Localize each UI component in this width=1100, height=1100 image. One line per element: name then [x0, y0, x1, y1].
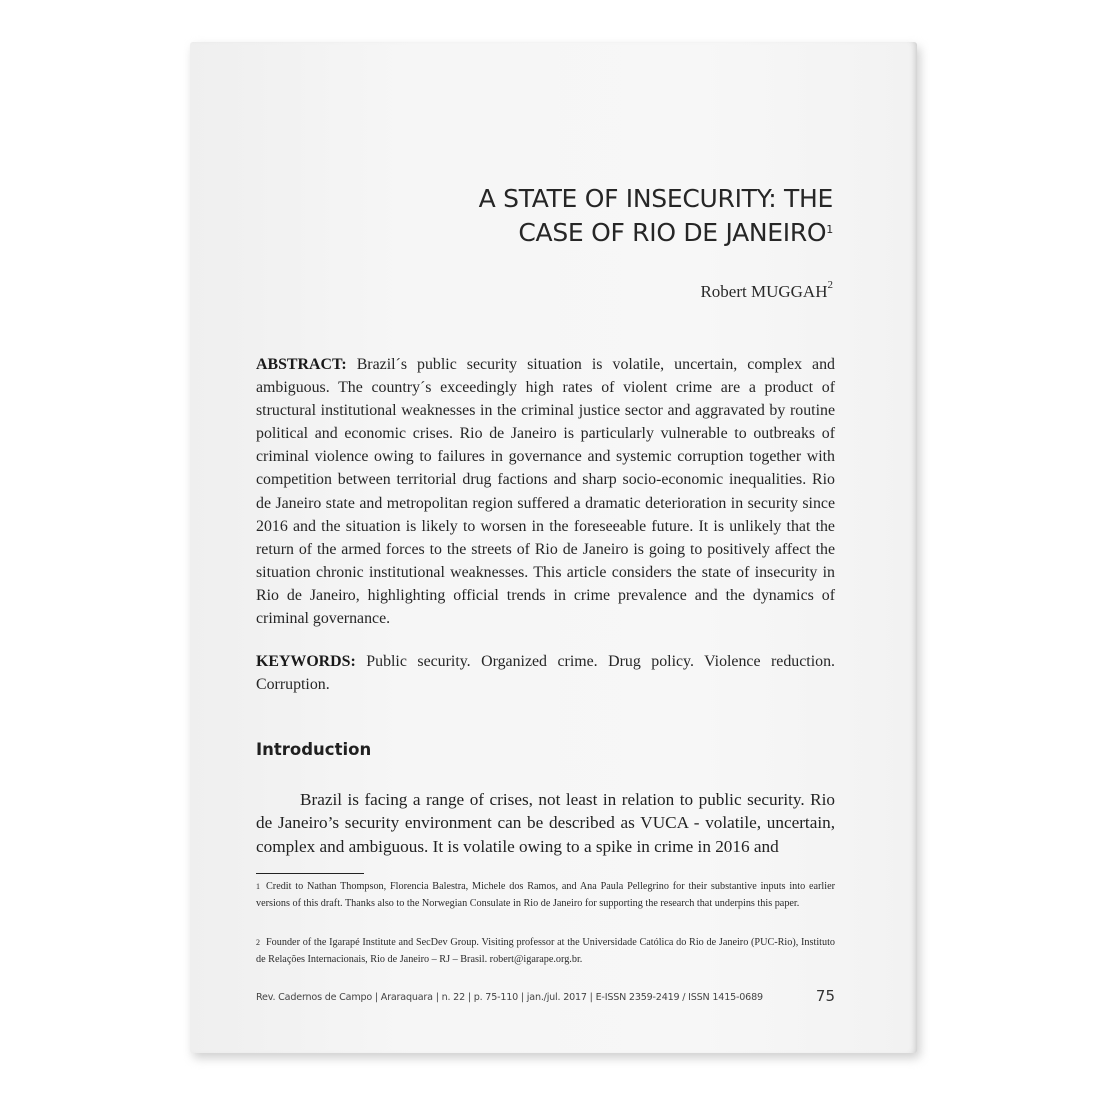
footnote-1 — [256, 879, 835, 912]
title-footnote-ref: 1 — [826, 223, 833, 236]
author-footnote-ref: 2 — [827, 279, 833, 291]
article-title — [479, 182, 833, 250]
page-number: 75 — [815, 987, 835, 1005]
journal-citation-footer: Rev. Cadernos de Campo | Araraquara | n. 22 | p. 75-110 | jan./jul. 2017 | E-ISSN 2359-2419 / ISSN 1415-0689 — [256, 992, 763, 1003]
footnote-1-text: Credit to Nathan Thompson, Florencia Balestra, Michele dos Ramos, and Ana Paula Pellegrino for their substantive inputs into earlier versions of this draft. Thanks also to the Norwegian Consulate in Rio de Janeiro for supporting the research that underpins this paper. — [256, 881, 835, 909]
footnote-divider — [256, 873, 364, 874]
document-page — [190, 42, 917, 1053]
title-line-2: CASE OF RIO DE JANEIRO — [518, 218, 827, 247]
footnote-2-text: Founder of the Igarapé Institute and SecDev Group. Visiting professor at the Universidade Católica do Rio de Janeiro (PUC-Rio), Instituto de Relações Internacionais, Rio de Janeiro – RJ – Brasil. robert@igarape.org.br. — [256, 937, 835, 965]
title-line-1: A STATE OF INSECURITY: THE — [478, 184, 833, 213]
author-text: Robert MUGGAH — [700, 282, 828, 301]
footnote-2 — [256, 935, 835, 968]
abstract-text: Brazil´s public security situation is volatile, uncertain, complex and ambiguous. The country´s exceedingly high rates of violent crime are a product of structural institutional weaknesses in the criminal justice sector and aggravated by routine political and economic crises. Rio de Janeiro is particularly vulnerable to outbreaks of criminal violence owing to failures in governance and systemic corruption together with competition between territorial drug factions and sharp socio-economic inequalities. Rio de Janeiro state and metropolitan region suffered a dramatic deterioration in security since 2016 and the situation is likely to worsen in the foreseeable future. It is unlikely that the return of the armed forces to the streets of Rio de Janeiro is going to positively affect the situation chronic institutional weaknesses. This article considers the state of insecurity in Rio de Janeiro, highlighting official trends in crime prevalence and the dynamics of criminal governance. — [256, 356, 835, 628]
footnote-2-marker: 2 — [256, 938, 260, 947]
keywords-paragraph — [256, 650, 835, 696]
author-name — [700, 279, 833, 302]
footnote-1-marker: 1 — [256, 882, 260, 891]
abstract-label: ABSTRACT: — [256, 356, 347, 373]
introduction-paragraph: Brazil is facing a range of crises, not least in relation to public security. Rio de Janeiro’s security environment can be described as VUCA - volatile, uncertain, complex and ambiguous. It is volatile owing to a spike in crime in 2016 and — [256, 790, 835, 856]
keywords-text: Public security. Organized crime. Drug policy. Violence reduction. Corruption. — [256, 653, 835, 693]
section-heading-introduction: Introduction — [256, 740, 372, 759]
keywords-label: KEYWORDS: — [256, 653, 356, 670]
abstract-paragraph — [256, 353, 835, 630]
